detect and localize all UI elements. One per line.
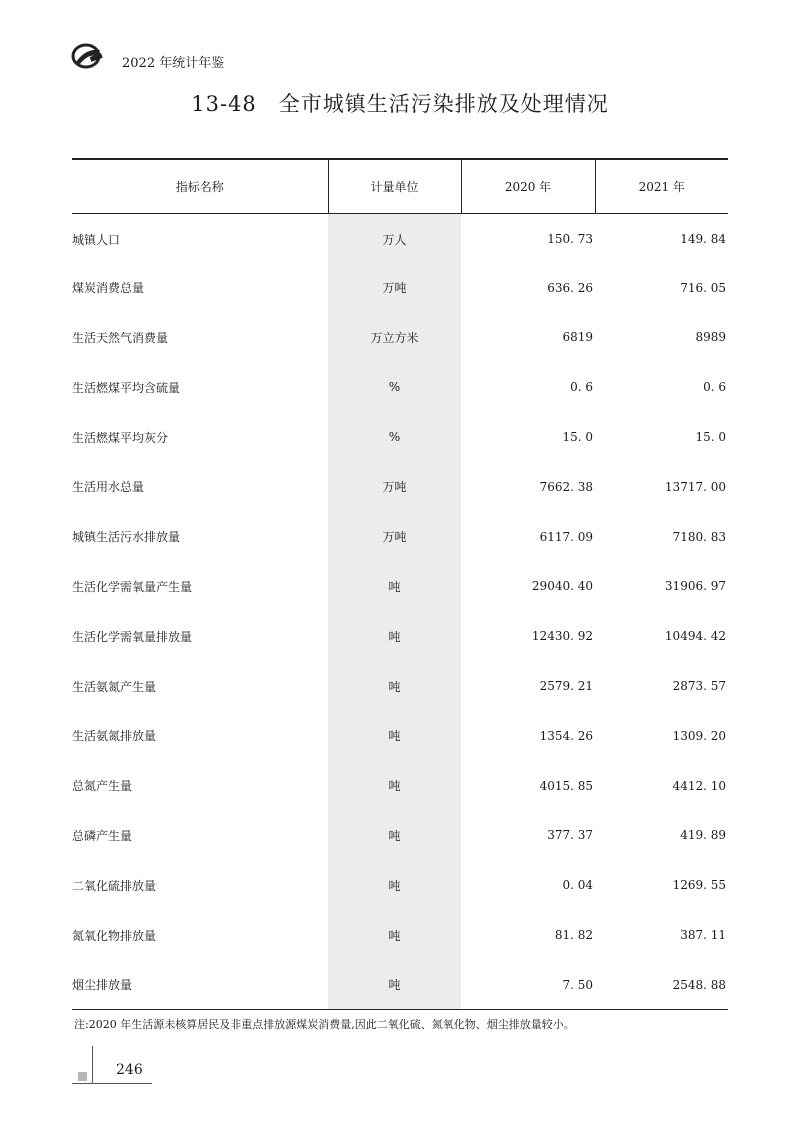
row-value-2021: 2548. 88 [595, 960, 728, 1010]
row-unit: % [328, 362, 461, 412]
row-indicator-name: 生活氨氮产生量 [72, 679, 157, 694]
row-value-2020: 6117. 09 [539, 529, 593, 544]
row-indicator-name: 生活燃煤平均灰分 [72, 430, 169, 445]
table-note: 注:2020 年生活源未核算居民及非重点排放源煤炭消费量,因此二氧化硫、氮氧化物、烟尘排放量较小。 [74, 1018, 575, 1031]
footer-square-icon [78, 1072, 87, 1081]
column-header-2021: 2021 年 [595, 159, 728, 213]
row-value-2021: 419. 89 [680, 828, 726, 843]
book-title: 2022 年统计年鉴 [122, 56, 225, 71]
table-row [72, 960, 728, 1010]
row-indicator-name: 生活用水总量 [72, 480, 145, 495]
row-indicator-name: 二氧化硫排放量 [72, 878, 157, 893]
row-indicator-name: 煤炭消费总量 [72, 281, 145, 296]
row-unit: 吨 [328, 761, 461, 811]
row-unit: 万吨 [328, 462, 461, 512]
row-unit: 吨 [328, 611, 461, 661]
row-value-2020: 2579. 21 [539, 679, 593, 694]
column-header-indicator: 指标名称 [72, 159, 328, 213]
row-unit: 万吨 [328, 263, 461, 313]
row-value-2021: 387. 11 [680, 928, 726, 943]
row-unit: 吨 [328, 811, 461, 861]
table-row [72, 711, 728, 761]
footer-rule-vertical [92, 1046, 93, 1084]
row-indicator-name: 城镇人口 [72, 232, 121, 247]
row-indicator-name: 总氮产生量 [72, 779, 133, 794]
row-indicator-name: 总磷产生量 [72, 828, 133, 843]
row-indicator-name: 生活化学需氧量产生量 [72, 579, 193, 594]
row-unit: 吨 [328, 960, 461, 1010]
row-value-2021: 10494. 42 [664, 629, 726, 644]
table-row [72, 313, 728, 363]
row-unit: 吨 [328, 910, 461, 960]
table-row [72, 412, 728, 462]
table-row [72, 910, 728, 960]
table-header-row [72, 159, 728, 213]
row-value-2020: 7662. 38 [539, 479, 593, 494]
row-indicator-name: 城镇生活污水排放量 [72, 530, 181, 545]
row-value-2020: 7. 50 [461, 960, 595, 1010]
page-number: 246 [116, 1062, 143, 1078]
row-value-2020: 150. 73 [547, 232, 593, 247]
table-row [72, 512, 728, 562]
row-indicator-name: 生活化学需氧量排放量 [72, 629, 193, 644]
table-row [72, 611, 728, 661]
row-value-2020: 377. 37 [547, 828, 593, 843]
row-value-2021: 0. 6 [703, 380, 726, 395]
row-indicator-name: 烟尘排放量 [72, 960, 328, 1010]
row-indicator-name: 生活天然气消费量 [72, 330, 169, 345]
row-value-2021: 7180. 83 [672, 529, 726, 544]
row-value-2021: 1309. 20 [672, 728, 726, 743]
row-value-2021: 1269. 55 [672, 878, 726, 893]
row-value-2021: 2873. 57 [672, 679, 726, 694]
yearbook-logo-icon [70, 42, 104, 70]
table-row [72, 761, 728, 811]
row-unit: 万立方米 [328, 313, 461, 363]
row-value-2021: 31906. 97 [664, 579, 726, 594]
row-value-2020: 0. 6 [570, 380, 593, 395]
row-unit: 吨 [328, 562, 461, 612]
row-indicator-name: 生活氨氮排放量 [72, 729, 157, 744]
table-row [72, 362, 728, 412]
row-value-2021: 149. 84 [680, 232, 726, 247]
row-indicator-name: 氮氧化物排放量 [72, 928, 157, 943]
row-value-2021: 13717. 00 [664, 479, 726, 494]
row-value-2020: 6819 [562, 330, 593, 345]
row-value-2020: 81. 82 [554, 928, 593, 943]
row-unit: 吨 [328, 860, 461, 910]
row-value-2020: 4015. 85 [539, 778, 593, 793]
row-value-2020: 15. 0 [562, 430, 593, 445]
table-title: 13-48 全市城镇生活污染排放及处理情况 [191, 92, 609, 116]
row-value-2021: 716. 05 [680, 280, 726, 295]
row-indicator-name: 生活燃煤平均含硫量 [72, 380, 181, 395]
footer-rule-horizontal [72, 1083, 152, 1084]
row-unit: 万人 [328, 213, 461, 263]
column-header-unit: 计量单位 [328, 159, 461, 213]
table-row [72, 562, 728, 612]
table-row [72, 263, 728, 313]
row-unit: 吨 [328, 711, 461, 761]
row-value-2020: 0. 04 [562, 878, 593, 893]
column-header-2020: 2020 年 [461, 159, 595, 213]
row-value-2020: 12430. 92 [531, 629, 593, 644]
row-value-2020: 1354. 26 [539, 728, 593, 743]
row-value-2021: 4412. 10 [672, 778, 726, 793]
row-value-2021: 15. 0 [695, 430, 726, 445]
table-row [72, 661, 728, 711]
row-unit: 万吨 [328, 512, 461, 562]
table-row [72, 811, 728, 861]
table-row [72, 462, 728, 512]
row-value-2020: 29040. 40 [531, 579, 593, 594]
table-row [72, 213, 728, 263]
row-unit: % [328, 412, 461, 462]
row-unit: 吨 [328, 661, 461, 711]
statistics-table [72, 158, 728, 1010]
table-row [72, 860, 728, 910]
row-value-2020: 636. 26 [547, 280, 593, 295]
row-value-2021: 8989 [695, 330, 726, 345]
